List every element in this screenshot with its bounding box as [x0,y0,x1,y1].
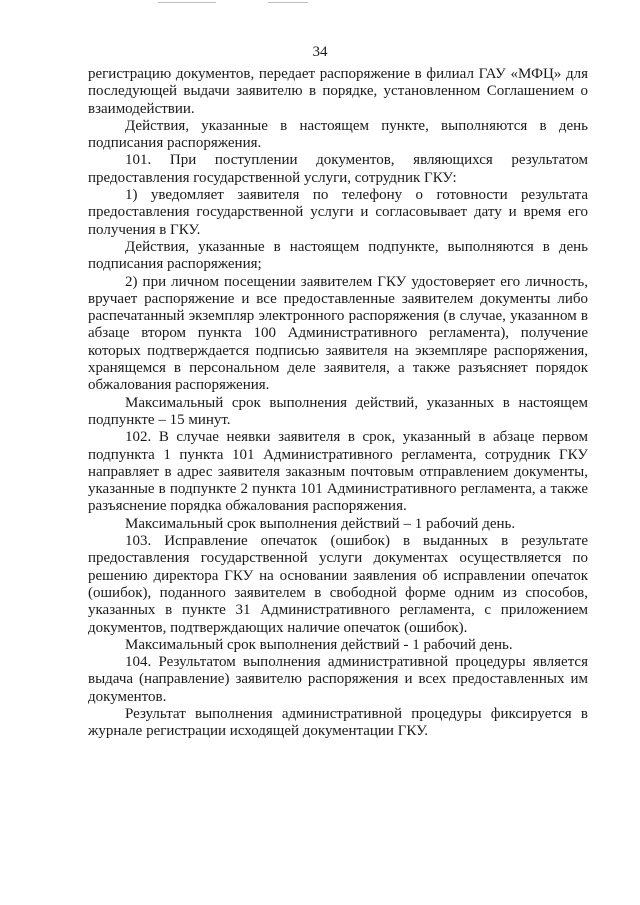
paragraph: Результат выполнения административной процедуры фиксируется в журнале регистрации исходящей документации ГКУ. [88,705,588,740]
paragraph-subitem-2: 2) при личном посещении заявителем ГКУ удостоверяет его личность, вручает распоряжение и все предоставленные заявителем документы либо распечатанный экземпляр электронного распоряжения (в случае, указанном в абзаце втором пункта 100 Административного регламента), получение которых подтверждается подписью заявителя на экземпляре распоряжения, хранящемся в персональном деле заявителя, а также разъясняет порядок обжалования распоряжения. [88,273,588,394]
page-number: 34 [312,44,328,60]
paragraph-subitem-1: 1) уведомляет заявителя по телефону о готовности результата предоставления государственной услуги и согласовывает дату и время его получения в ГКУ. [88,187,588,238]
paragraph: Максимальный срок выполнения действий, указанных в настоящем подпункте – 15 минут. [88,394,588,428]
document-body [88,66,588,741]
paragraph-item-101: 101. При поступлении документов, являющихся результатом предоставления государственной услуги, сотрудник ГКУ: [88,152,588,186]
scan-artifact [268,2,308,3]
scan-artifact [158,2,216,3]
paragraph: Действия, указанные в настоящем пункте, выполняются в день подписания распоряжения. [88,117,588,152]
paragraph-item-103: 103. Исправление опечаток (ошибок) в выданных в результате предоставления государственной услуги документах осуществляется по решению директора ГКУ на основании заявления об исправлении опечаток (ошибок), поданного заявителем в свободной форме одним из способов, указанных в пункте 31 Административного регламента, с приложением документов, подтверждающих наличие опечаток (ошибок). [88,533,588,636]
paragraph: Максимальный срок выполнения действий – 1 рабочий день. [125,515,516,532]
paragraph-continuation: регистрацию документов, передает распоряжение в филиал ГАУ «МФЦ» для последующей выдачи заявителю в порядке, установленном Соглашением о взаимодействии. [88,66,588,117]
paragraph-item-102: 102. В случае неявки заявителя в срок, указанный в абзаце первом подпункта 1 пункта 101 Административного регламента, сотрудник ГКУ направляет в адрес заявителя заказным почтовым отправлением документы, указанные в подпункте 2 пункта 101 Административного регламента, а также разъяснение порядка обжалования распоряжения. [88,429,588,515]
paragraph: Действия, указанные в настоящем подпункте, выполняются в день подписания распоряжения; [88,238,588,273]
paragraph: Максимальный срок выполнения действий - 1 рабочий день. [125,636,513,653]
paragraph-item-104: 104. Результатом выполнения административной процедуры является выдача (направление) заявителю распоряжения и всех предоставленных им документов. [88,654,588,705]
